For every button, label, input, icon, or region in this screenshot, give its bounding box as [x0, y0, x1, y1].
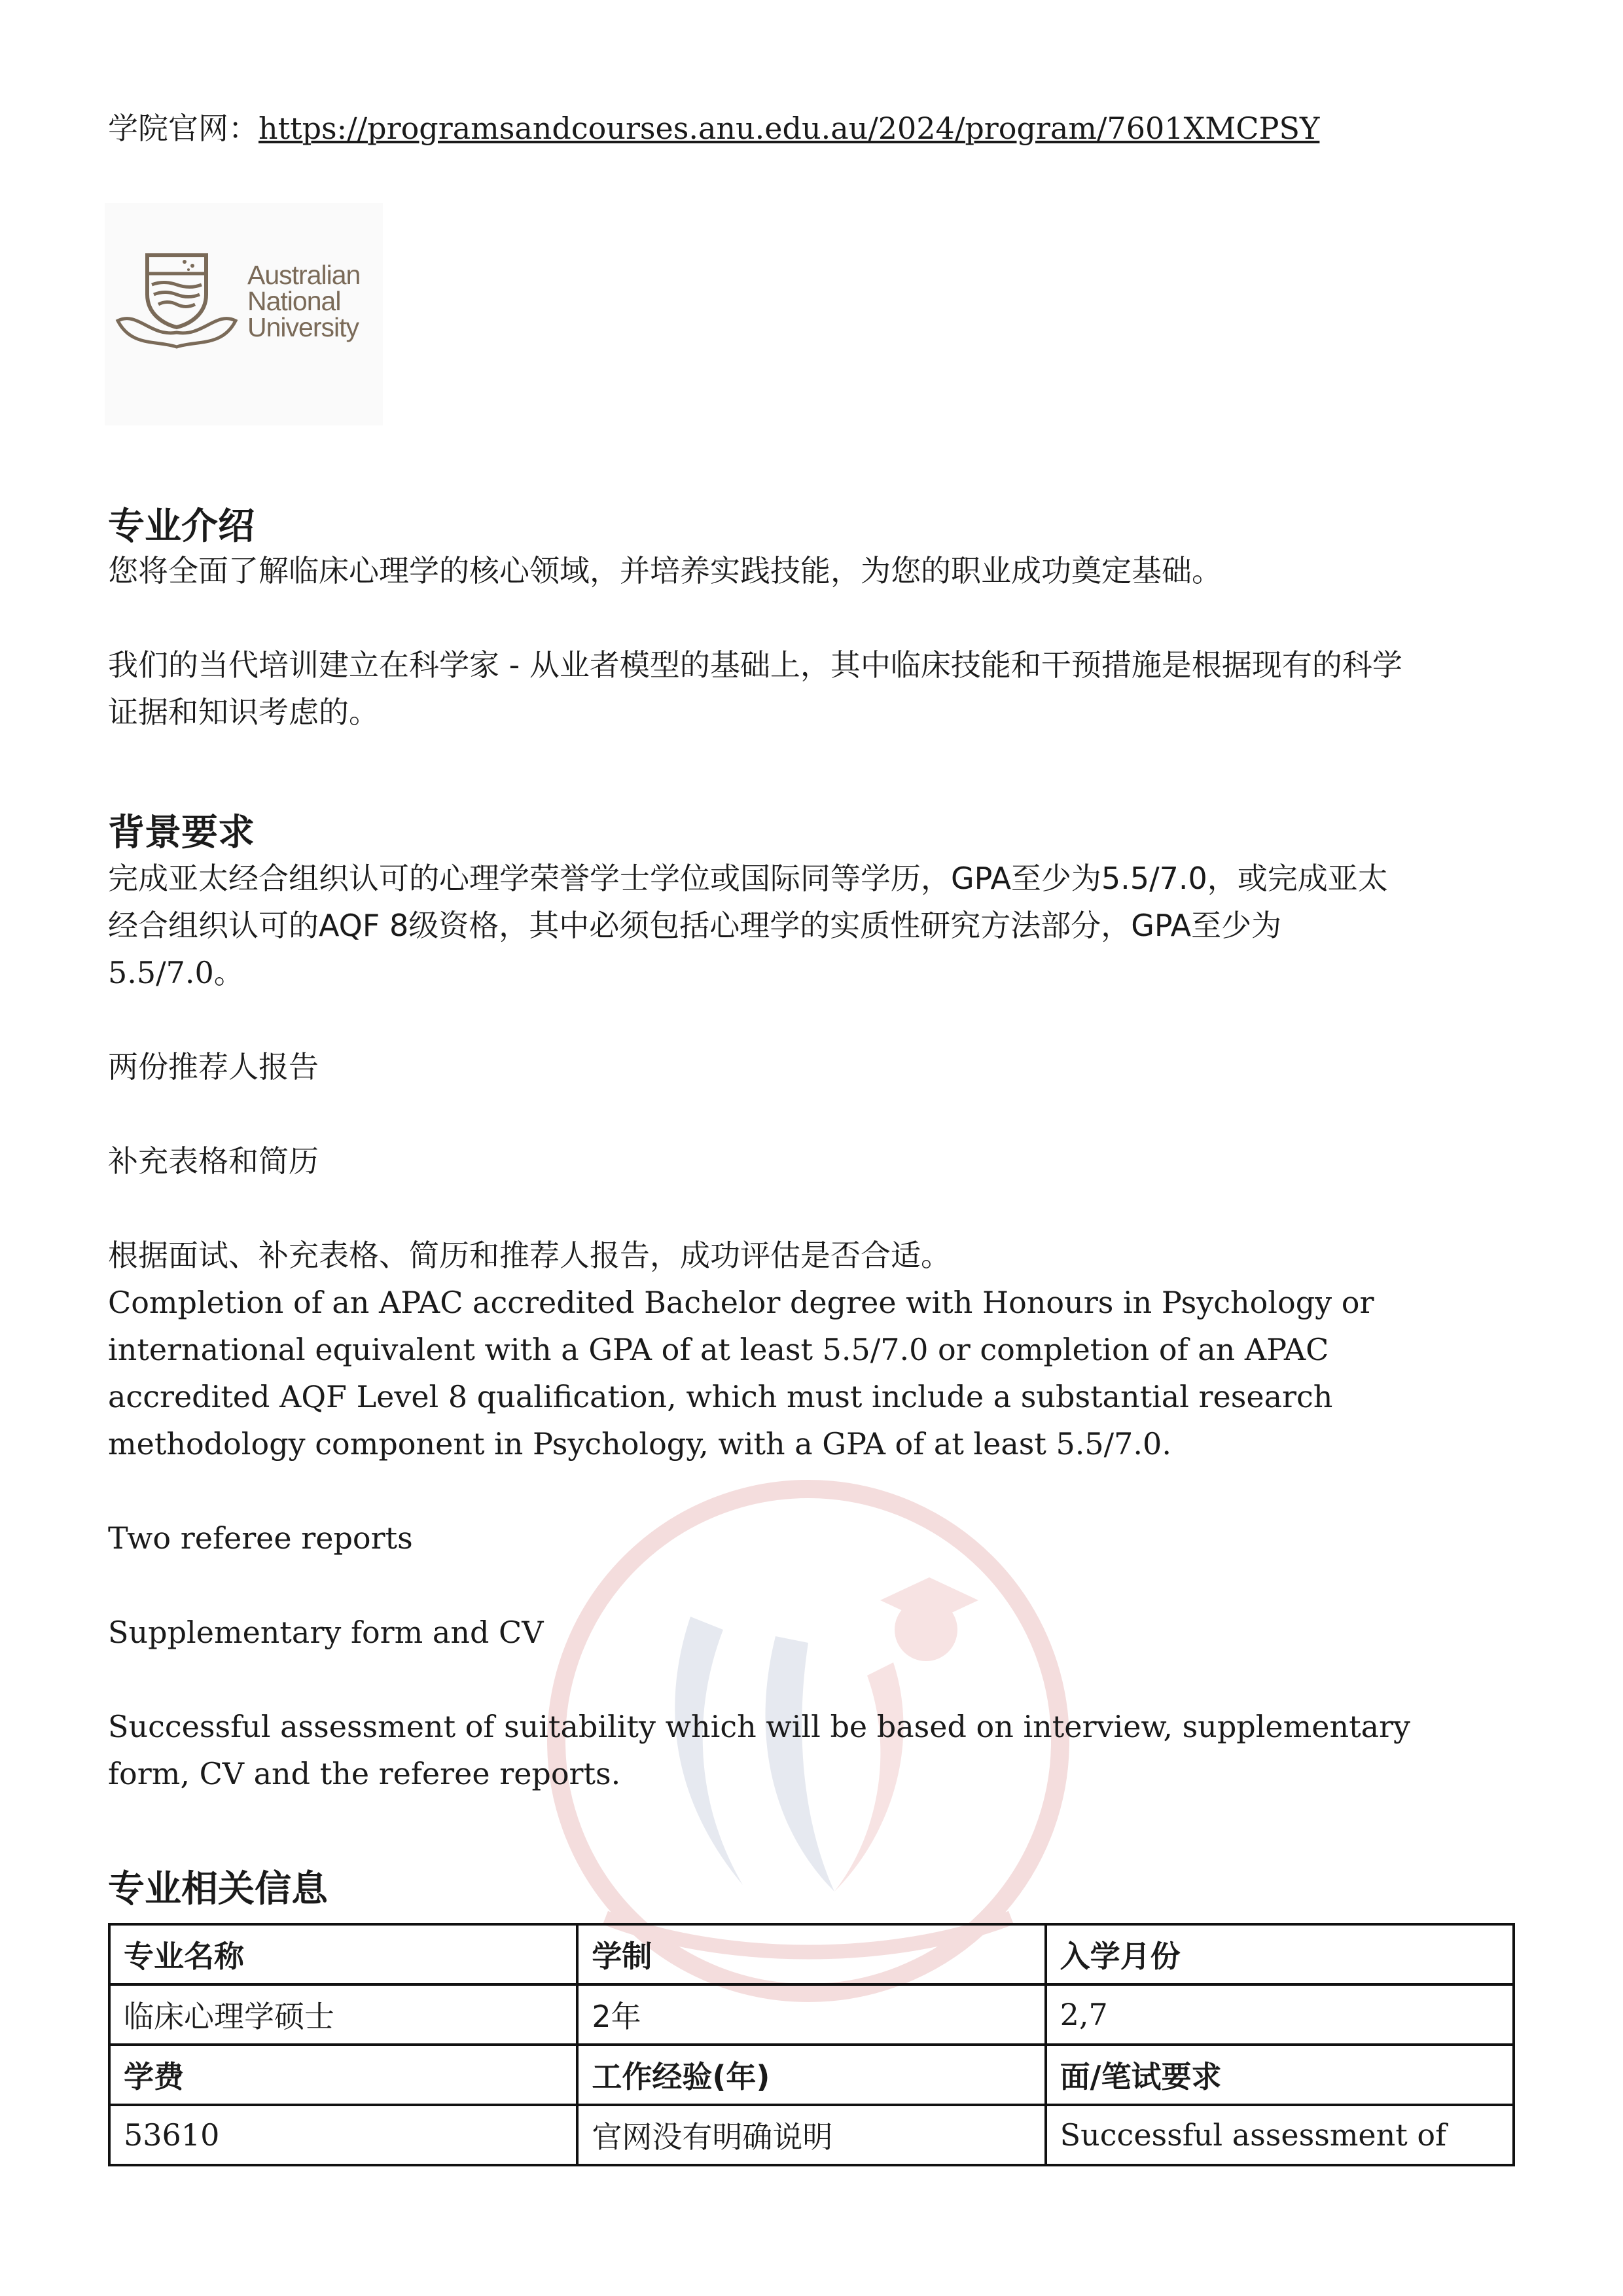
- website-link[interactable]: https://programsandcourses.anu.edu.au/2024/program/7601XMCPSY: [259, 111, 1320, 146]
- intro-paragraph-2-line-2: 证据和知识考虑的。: [108, 694, 379, 730]
- table-row: [109, 1924, 1514, 1984]
- cell-program-name: 临床心理学硕士: [109, 1984, 577, 2045]
- table-row: [109, 2045, 1514, 2105]
- background-en-3: Supplementary form and CV: [108, 1615, 544, 1650]
- background-zh-4: 根据面试、补充表格、简历和推荐人报告，成功评估是否合适。: [108, 1238, 951, 1273]
- anu-logo: [105, 203, 383, 425]
- related-heading: 专业相关信息: [108, 1868, 328, 1910]
- header-interview: 面/笔试要求: [1046, 2045, 1514, 2105]
- background-en-4-line-1: Successful assessment of suitability which will be based on interview, supplementary: [108, 1709, 1410, 1744]
- logo-line-1: Australian: [247, 260, 361, 290]
- background-en-1-line-3: accredited AQF Level 8 qualification, which must include a substantial research: [108, 1379, 1333, 1414]
- background-zh-2: 两份推荐人报告: [108, 1049, 319, 1085]
- background-heading: 背景要求: [108, 812, 255, 854]
- table-row: [109, 1984, 1514, 2045]
- table-row: [109, 2105, 1514, 2165]
- intro-paragraph-2-line-1: 我们的当代培训建立在科学家 - 从业者模型的基础上，其中临床技能和干预措施是根据现有的科学: [108, 647, 1402, 683]
- logo-line-2: National: [247, 286, 341, 316]
- cell-interview: Successful assessment of: [1046, 2105, 1514, 2165]
- header-work-experience: 工作经验(年): [577, 2045, 1045, 2105]
- website-label: 学院官网：: [108, 111, 259, 146]
- logo-wordmark: [247, 262, 360, 340]
- background-en-2: Two referee reports: [108, 1520, 413, 1556]
- program-info-table: [108, 1923, 1515, 2166]
- header-duration: 学制: [577, 1924, 1045, 1984]
- header-intake: 入学月份: [1046, 1924, 1514, 1984]
- background-en-1-line-2: international equivalent with a GPA of at least 5.5/7.0 or completion of an APAC: [108, 1332, 1329, 1367]
- intro-paragraph-1: 您将全面了解临床心理学的核心领域，并培养实践技能，为您的职业成功奠定基础。: [108, 553, 1222, 588]
- background-zh-1-line-3: 5.5/7.0。: [108, 955, 244, 990]
- anu-crest-icon: [111, 249, 242, 353]
- logo-line-3: University: [247, 312, 359, 342]
- background-en-4-line-2: form, CV and the referee reports.: [108, 1756, 621, 1791]
- background-zh-1-line-2: 经合组织认可的AQF 8级资格，其中必须包括心理学的实质性研究方法部分，GPA至少为: [108, 908, 1282, 943]
- cell-intake: 2,7: [1046, 1984, 1514, 2045]
- background-en-1-line-4: methodology component in Psychology, with a GPA of at least 5.5/7.0.: [108, 1426, 1171, 1462]
- intro-heading: 专业介绍: [108, 505, 255, 548]
- cell-duration: 2年: [577, 1984, 1045, 2045]
- background-en-1-line-1: Completion of an APAC accredited Bachelor degree with Honours in Psychology or: [108, 1285, 1374, 1320]
- header-program-name: 专业名称: [109, 1924, 577, 1984]
- background-zh-3: 补充表格和简历: [108, 1143, 319, 1179]
- background-zh-1-line-1: 完成亚太经合组织认可的心理学荣誉学士学位或国际同等学历，GPA至少为5.5/7.0，或完成亚太: [108, 861, 1388, 896]
- website-line: [108, 105, 1319, 148]
- cell-work-experience: 官网没有明确说明: [577, 2105, 1045, 2165]
- header-tuition: 学费: [109, 2045, 577, 2105]
- cell-tuition: 53610: [109, 2105, 577, 2165]
